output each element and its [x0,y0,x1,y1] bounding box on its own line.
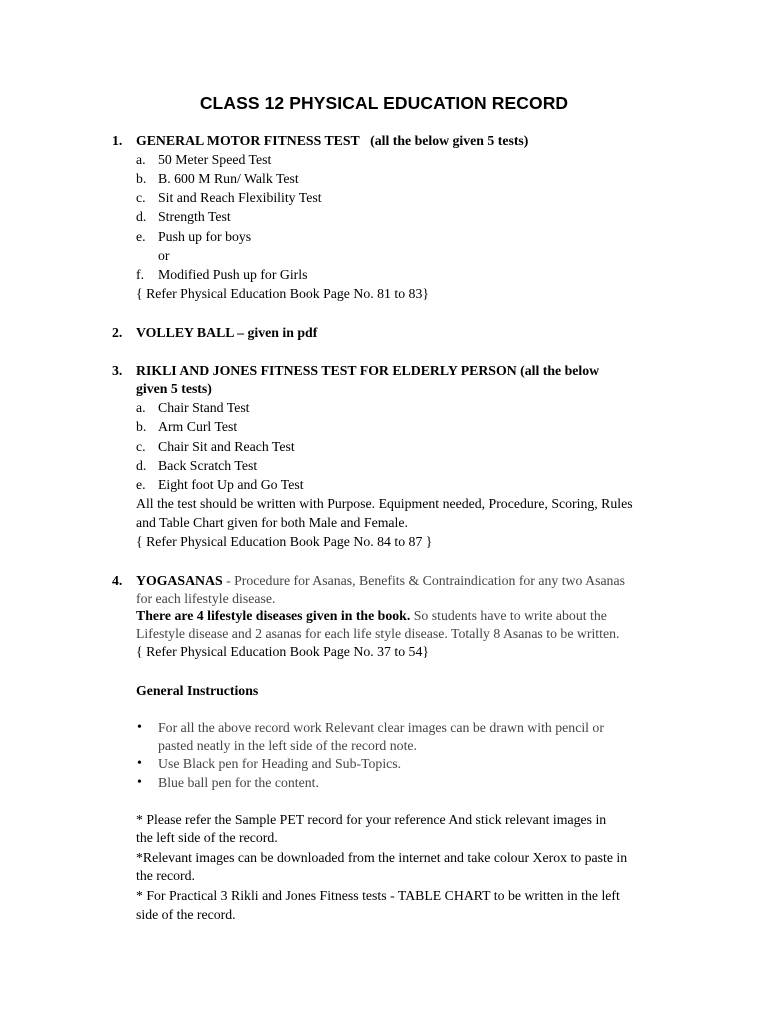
list-item: Back Scratch Test [158,458,258,473]
instruction-item: Use Black pen for Heading and Sub-Topics. [158,756,402,771]
section-3-paragraph: All the test should be written with Purpose. Equipment needed, Procedure, Scoring, Rules [136,496,633,511]
list-marker: d. [136,458,147,473]
list-marker: f. [136,267,145,282]
section-1-number: 1. [112,133,123,148]
section-4-paragraph-cont: Lifestyle disease and 2 asanas for each life style disease. Totally 8 Asanas to be written. [136,626,620,641]
section-4-paragraph-rest: So students have to write about the [410,608,607,623]
section-1-reference: { Refer Physical Education Book Page No. 81 to 83} [136,286,429,301]
section-4-paragraph [136,606,607,625]
list-marker: e. [136,477,146,492]
instruction-item: For all the above record work Relevant clear images can be drawn with pencil or [158,720,604,735]
document-title: CLASS 12 PHYSICAL EDUCATION RECORD [199,93,569,113]
section-3-number: 3. [112,363,123,378]
bullet-icon: • [137,756,142,771]
bullet-icon: • [137,720,142,735]
list-marker: a. [136,152,146,167]
note-cont: the record. [136,868,195,883]
section-2-number: 2. [112,325,123,340]
section-4-description-cont: for each lifestyle disease. [136,591,276,606]
section-4-heading-line [136,571,625,590]
bullet-icon: • [137,775,142,790]
section-4-title: YOGASANAS [136,573,223,588]
section-4-number: 4. [112,573,123,588]
list-item: 50 Meter Speed Test [158,152,272,167]
section-1-note: (all the below given 5 tests) [370,133,529,148]
note: * For Practical 3 Rikli and Jones Fitness tests - TABLE CHART to be written in the left [136,888,620,903]
section-3-heading: RIKLI AND JONES FITNESS TEST FOR ELDERLY PERSON (all the below [136,363,600,378]
list-item: Sit and Reach Flexibility Test [158,190,322,205]
note: * Please refer the Sample PET record for your reference And stick relevant images in [136,812,607,827]
list-item: B. 600 M Run/ Walk Test [158,171,299,186]
list-item: Chair Stand Test [158,400,250,415]
section-4-reference: { Refer Physical Education Book Page No. 37 to 54} [136,644,429,659]
list-marker: e. [136,229,146,244]
section-4-bold-text: There are 4 lifestyle diseases given in the book. [136,608,411,623]
list-marker: d. [136,209,147,224]
section-3-heading-cont: given 5 tests) [136,381,212,396]
section-3-reference: { Refer Physical Education Book Page No. 84 to 87 } [136,534,433,549]
note-cont: side of the record. [136,907,236,922]
list-item: Push up for boys [158,229,252,244]
list-item: or [158,248,170,263]
section-4-description: - Procedure for Asanas, Benefits & Contraindication for any two Asanas [222,573,625,588]
list-marker: a. [136,400,146,415]
section-1-heading [136,131,528,150]
list-marker: b. [136,419,147,434]
instruction-item-cont: pasted neatly in the left side of the record note. [158,738,417,753]
section-1-title: GENERAL MOTOR FITNESS TEST [136,133,360,148]
general-instructions-heading: General Instructions [136,683,259,698]
note-cont: the left side of the record. [136,830,278,845]
section-2-heading: VOLLEY BALL – given in pdf [136,325,318,340]
list-item: Arm Curl Test [158,419,238,434]
list-marker: c. [136,190,146,205]
list-item: Eight foot Up and Go Test [158,477,304,492]
list-marker: c. [136,439,146,454]
instruction-item: Blue ball pen for the content. [158,775,319,790]
list-marker: b. [136,171,147,186]
list-item: Strength Test [158,209,231,224]
list-item: Modified Push up for Girls [158,267,308,282]
section-3-paragraph-cont: and Table Chart given for both Male and Female. [136,515,408,530]
note: *Relevant images can be downloaded from the internet and take colour Xerox to paste in [136,850,628,865]
list-item: Chair Sit and Reach Test [158,439,295,454]
